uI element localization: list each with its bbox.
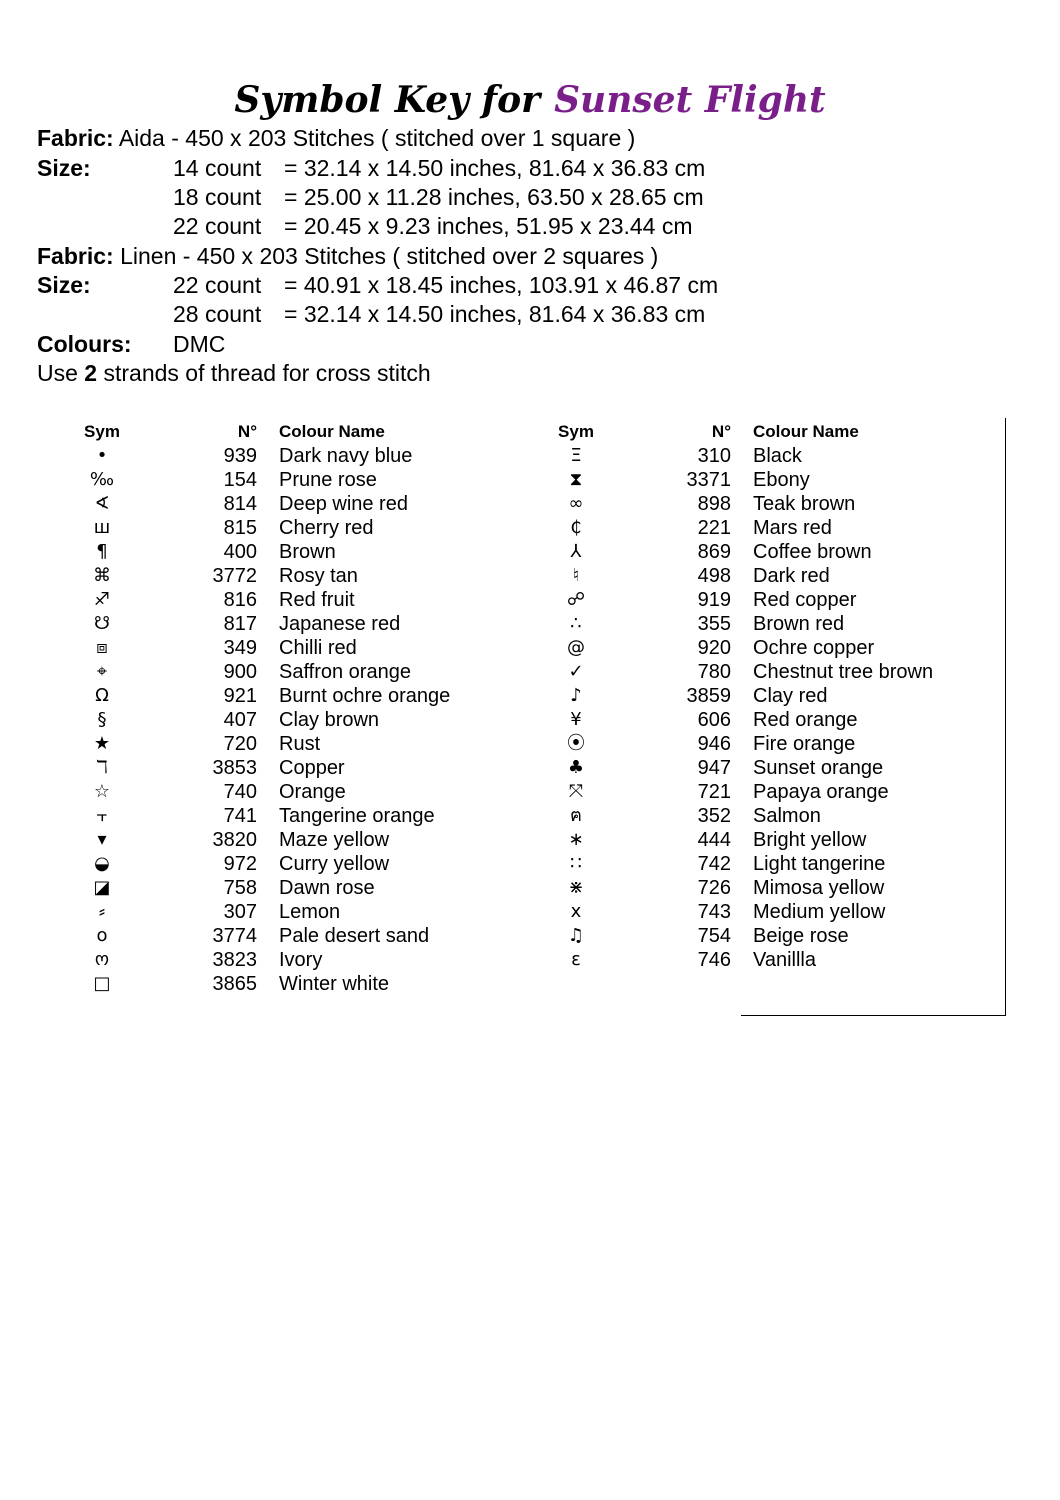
dmc-number: 3772 (212, 565, 257, 587)
size-dims: = 20.45 x 9.23 inches, 51.95 x 23.44 cm (284, 213, 693, 239)
key-row (556, 612, 996, 636)
key-row (556, 900, 996, 924)
symbol-glyph: ო (94, 949, 110, 970)
colour-name: Vanillla (753, 949, 816, 971)
colour-name: Saffron orange (279, 661, 411, 683)
colour-name: Sunset orange (753, 757, 884, 779)
symbol-glyph: ɛ (571, 949, 581, 970)
dmc-number: 721 (697, 781, 731, 803)
symbol-glyph: ₵ (570, 517, 582, 538)
dmc-number: 746 (697, 949, 731, 971)
key-row (556, 468, 996, 492)
colour-name: Dark navy blue (279, 445, 413, 467)
header-colour-name: Colour Name (753, 422, 859, 441)
fabric-aida-text: Aida - 450 x 203 Stitches ( stitched over 1 square ) (118, 125, 636, 151)
colour-name: Mars red (753, 517, 832, 539)
key-row (556, 732, 996, 756)
symbol-glyph: Ω (95, 685, 109, 706)
symbol-key-left-column (82, 420, 502, 996)
symbol-glyph: ⋇ (568, 877, 584, 898)
colour-name: Pale desert sand (279, 925, 430, 947)
colour-name: Ochre copper (753, 637, 875, 659)
key-row (82, 468, 502, 492)
colour-name: Coffee brown (753, 541, 872, 563)
colour-name: Brown (279, 541, 336, 563)
colour-name: Lemon (279, 901, 341, 923)
symbol-glyph: ∞ (568, 493, 584, 514)
dmc-number: 920 (697, 637, 731, 659)
dmc-number: 939 (223, 445, 257, 467)
key-row (82, 876, 502, 900)
size-count: 18 count (173, 184, 262, 210)
colour-name: Bright yellow (753, 829, 867, 851)
key-header (556, 420, 996, 444)
key-row (82, 540, 502, 564)
key-row (82, 660, 502, 684)
key-row (82, 732, 502, 756)
symbol-glyph: ⌖ (96, 661, 108, 682)
key-row (556, 876, 996, 900)
header-number: N° (237, 422, 257, 441)
colour-name: Light tangerine (753, 853, 886, 875)
key-row (556, 564, 996, 588)
key-row (82, 828, 502, 852)
colour-name: Chestnut tree brown (753, 661, 934, 683)
pattern-name: Sunset Flight (554, 79, 826, 121)
key-row (82, 972, 502, 996)
symbol-key-right-column (556, 420, 996, 972)
key-row (556, 828, 996, 852)
strands-pre: Use (37, 360, 85, 386)
colour-name: Dark red (753, 565, 830, 587)
colour-name: Chilli red (279, 637, 357, 659)
title-prefix: Symbol Key for (234, 79, 541, 121)
dmc-number: 946 (697, 733, 731, 755)
dmc-number: 740 (223, 781, 257, 803)
symbol-glyph: ∴ (570, 613, 582, 634)
key-row (556, 780, 996, 804)
strands-line (37, 359, 431, 388)
symbol-glyph: Ξ (570, 445, 582, 466)
size-aida-row (37, 212, 937, 241)
key-row (82, 900, 502, 924)
colour-name: Red copper (753, 589, 857, 611)
size-dims: = 32.14 x 14.50 inches, 81.64 x 36.83 cm (284, 155, 706, 181)
fabric-linen-text: Linen - 450 x 203 Stitches ( stitched over 2 squares ) (120, 243, 659, 269)
colour-name: Medium yellow (753, 901, 886, 923)
colour-name: Dawn rose (279, 877, 375, 899)
colour-name: Clay red (753, 685, 828, 707)
key-row (556, 516, 996, 540)
dmc-number: 355 (697, 613, 731, 635)
dmc-number: 349 (223, 637, 257, 659)
key-row (556, 852, 996, 876)
strands-post: strands of thread for cross stitch (97, 360, 431, 386)
key-row (82, 780, 502, 804)
colour-name: Tangerine orange (279, 805, 435, 827)
header-colour-name: Colour Name (279, 422, 385, 441)
dmc-number: 741 (223, 805, 257, 827)
dmc-number: 154 (223, 469, 257, 491)
symbol-glyph: • (96, 445, 108, 466)
colour-name: Winter white (279, 973, 390, 995)
size-count: 22 count (173, 213, 262, 239)
symbol-glyph: ◪ (93, 877, 111, 898)
dmc-number: 307 (223, 901, 257, 923)
key-header (82, 420, 502, 444)
size-aida-row (37, 154, 937, 183)
symbol-glyph: ฅ (569, 805, 583, 826)
symbol-glyph: ▾ (97, 829, 107, 850)
colour-name: Ebony (753, 469, 810, 491)
key-row (82, 564, 502, 588)
fabric-label: Fabric: (37, 243, 114, 269)
header-number: N° (711, 422, 731, 441)
symbol-glyph: ⤧ (568, 781, 584, 802)
dmc-number: 919 (697, 589, 731, 611)
colour-name: Salmon (753, 805, 821, 827)
dmc-number: 947 (697, 757, 731, 779)
colour-name: Japanese red (279, 613, 401, 635)
size-dims: = 40.91 x 18.45 inches, 103.91 x 46.87 cm (284, 272, 719, 298)
dmc-number: 921 (223, 685, 257, 707)
colour-name: Ivory (279, 949, 323, 971)
symbol-glyph: ☍ (566, 589, 586, 610)
dmc-number: 726 (697, 877, 731, 899)
key-row (82, 516, 502, 540)
colour-name: Clay brown (279, 709, 380, 731)
symbol-glyph: □ (93, 973, 111, 994)
dmc-number: 720 (223, 733, 257, 755)
symbol-glyph: ☆ (93, 781, 111, 802)
dmc-number: 743 (697, 901, 731, 923)
key-row (82, 588, 502, 612)
dmc-number: 400 (223, 541, 257, 563)
colour-name: Curry yellow (279, 853, 390, 875)
dmc-number: 817 (223, 613, 257, 635)
key-row (556, 588, 996, 612)
dmc-number: 3859 (686, 685, 731, 707)
size-label: Size: (37, 155, 91, 181)
key-row (556, 540, 996, 564)
size-label: Size: (37, 272, 91, 298)
dmc-number: 758 (223, 877, 257, 899)
key-row (556, 924, 996, 948)
symbol-glyph: ♣ (567, 757, 585, 778)
symbol-glyph: ♫ (567, 925, 585, 946)
key-row (82, 636, 502, 660)
dmc-number: 3865 (212, 973, 257, 995)
key-row (556, 444, 996, 468)
dmc-number: 606 (697, 709, 731, 731)
symbol-glyph: ш (93, 517, 111, 538)
symbol-glyph: ∷ (570, 853, 582, 874)
dmc-number: 780 (697, 661, 731, 683)
symbol-glyph: ∗ (568, 829, 584, 850)
header-sym: Sym (558, 422, 594, 441)
symbol-glyph: ☋ (94, 613, 110, 634)
fabric-aida-line (37, 124, 635, 153)
key-row (82, 804, 502, 828)
strands-count: 2 (84, 360, 98, 386)
symbol-glyph: ✓ (568, 661, 584, 682)
key-row (82, 444, 502, 468)
right-border-line (1005, 418, 1006, 1016)
colour-name: Deep wine red (279, 493, 408, 515)
symbol-glyph: ★ (93, 733, 111, 754)
colours-label: Colours: (37, 331, 132, 357)
dmc-number: 815 (223, 517, 257, 539)
key-row (82, 852, 502, 876)
dmc-number: 352 (697, 805, 731, 827)
size-count: 14 count (173, 155, 262, 181)
dmc-number: 816 (223, 589, 257, 611)
dmc-number: 3820 (212, 829, 257, 851)
dmc-number: 900 (223, 661, 257, 683)
dmc-number: 407 (223, 709, 257, 731)
size-count: 22 count (173, 272, 262, 298)
key-row (82, 684, 502, 708)
dmc-number: 444 (697, 829, 731, 851)
symbol-glyph: ¥ (570, 709, 582, 730)
key-row (556, 492, 996, 516)
key-row (82, 492, 502, 516)
key-row (82, 924, 502, 948)
dmc-number: 310 (697, 445, 731, 467)
symbol-glyph: ◒ (94, 853, 110, 874)
colour-name: Red fruit (279, 589, 355, 611)
symbol-glyph: x (570, 901, 582, 922)
symbol-glyph: ♮ (572, 565, 580, 586)
colour-name: Beige rose (753, 925, 849, 947)
key-row (556, 636, 996, 660)
symbol-glyph: ⸗ (99, 901, 105, 922)
colour-name: Rosy tan (279, 565, 358, 587)
key-row (82, 612, 502, 636)
symbol-glyph: ⧈ (96, 637, 108, 658)
dmc-number: 3823 (212, 949, 257, 971)
key-row (556, 684, 996, 708)
symbol-glyph: ⌘ (93, 565, 111, 586)
symbol-glyph: ⦿ (567, 733, 585, 754)
key-row (82, 756, 502, 780)
colour-name: Rust (279, 733, 321, 755)
colour-name: Cherry red (279, 517, 374, 539)
size-dims: = 32.14 x 14.50 inches, 81.64 x 36.83 cm (284, 301, 706, 327)
size-linen-row (37, 300, 937, 329)
symbol-glyph: ‰ (89, 469, 115, 490)
symbol-glyph: ¶ (96, 541, 108, 562)
symbol-glyph: ℸ (96, 757, 108, 778)
colour-name: Black (753, 445, 802, 467)
bottom-border-line (741, 1015, 1006, 1016)
symbol-glyph: ⧗ (569, 469, 583, 490)
fabric-linen-line (37, 242, 658, 271)
symbol-glyph: ♐ (93, 589, 111, 610)
dmc-number: 869 (697, 541, 731, 563)
header-sym: Sym (84, 422, 120, 441)
symbol-glyph: ⅄ (570, 541, 582, 562)
key-row (556, 804, 996, 828)
symbol-glyph: § (97, 709, 107, 730)
colours-value: DMC (173, 331, 226, 357)
size-aida-row (37, 183, 937, 212)
dmc-number: 498 (697, 565, 731, 587)
colour-name: Red orange (753, 709, 858, 731)
colour-name: Maze yellow (279, 829, 390, 851)
dmc-number: 221 (697, 517, 731, 539)
colour-name: Teak brown (753, 493, 856, 515)
colour-name: Orange (279, 781, 346, 803)
colour-name: Prune rose (279, 469, 377, 491)
key-row (556, 948, 996, 972)
symbol-glyph: ♪ (570, 685, 582, 706)
colour-name: Burnt ochre orange (279, 685, 451, 707)
symbol-glyph: o (96, 925, 108, 946)
dmc-number: 3371 (686, 469, 731, 491)
size-linen-row (37, 271, 937, 300)
page-title (0, 76, 1060, 124)
key-row (556, 660, 996, 684)
size-dims: = 25.00 x 11.28 inches, 63.50 x 28.65 cm (284, 184, 704, 210)
symbol-glyph: ∢ (94, 493, 110, 514)
dmc-number: 3853 (212, 757, 257, 779)
fabric-label: Fabric: (37, 125, 114, 151)
key-row (556, 756, 996, 780)
colours-line (37, 330, 437, 359)
dmc-number: 3774 (212, 925, 257, 947)
dmc-number: 898 (697, 493, 731, 515)
key-row (556, 708, 996, 732)
dmc-number: 814 (223, 493, 257, 515)
size-count: 28 count (173, 301, 262, 327)
colour-name: Brown red (753, 613, 845, 635)
colour-name: Mimosa yellow (753, 877, 885, 899)
key-row (82, 708, 502, 732)
dmc-number: 742 (697, 853, 731, 875)
dmc-number: 972 (223, 853, 257, 875)
colour-name: Fire orange (753, 733, 856, 755)
symbol-glyph: ⫟ (96, 805, 108, 826)
dmc-number: 754 (697, 925, 731, 947)
key-row (82, 948, 502, 972)
symbol-glyph: @ (567, 637, 585, 658)
colour-name: Copper (279, 757, 345, 779)
colour-name: Papaya orange (753, 781, 889, 803)
